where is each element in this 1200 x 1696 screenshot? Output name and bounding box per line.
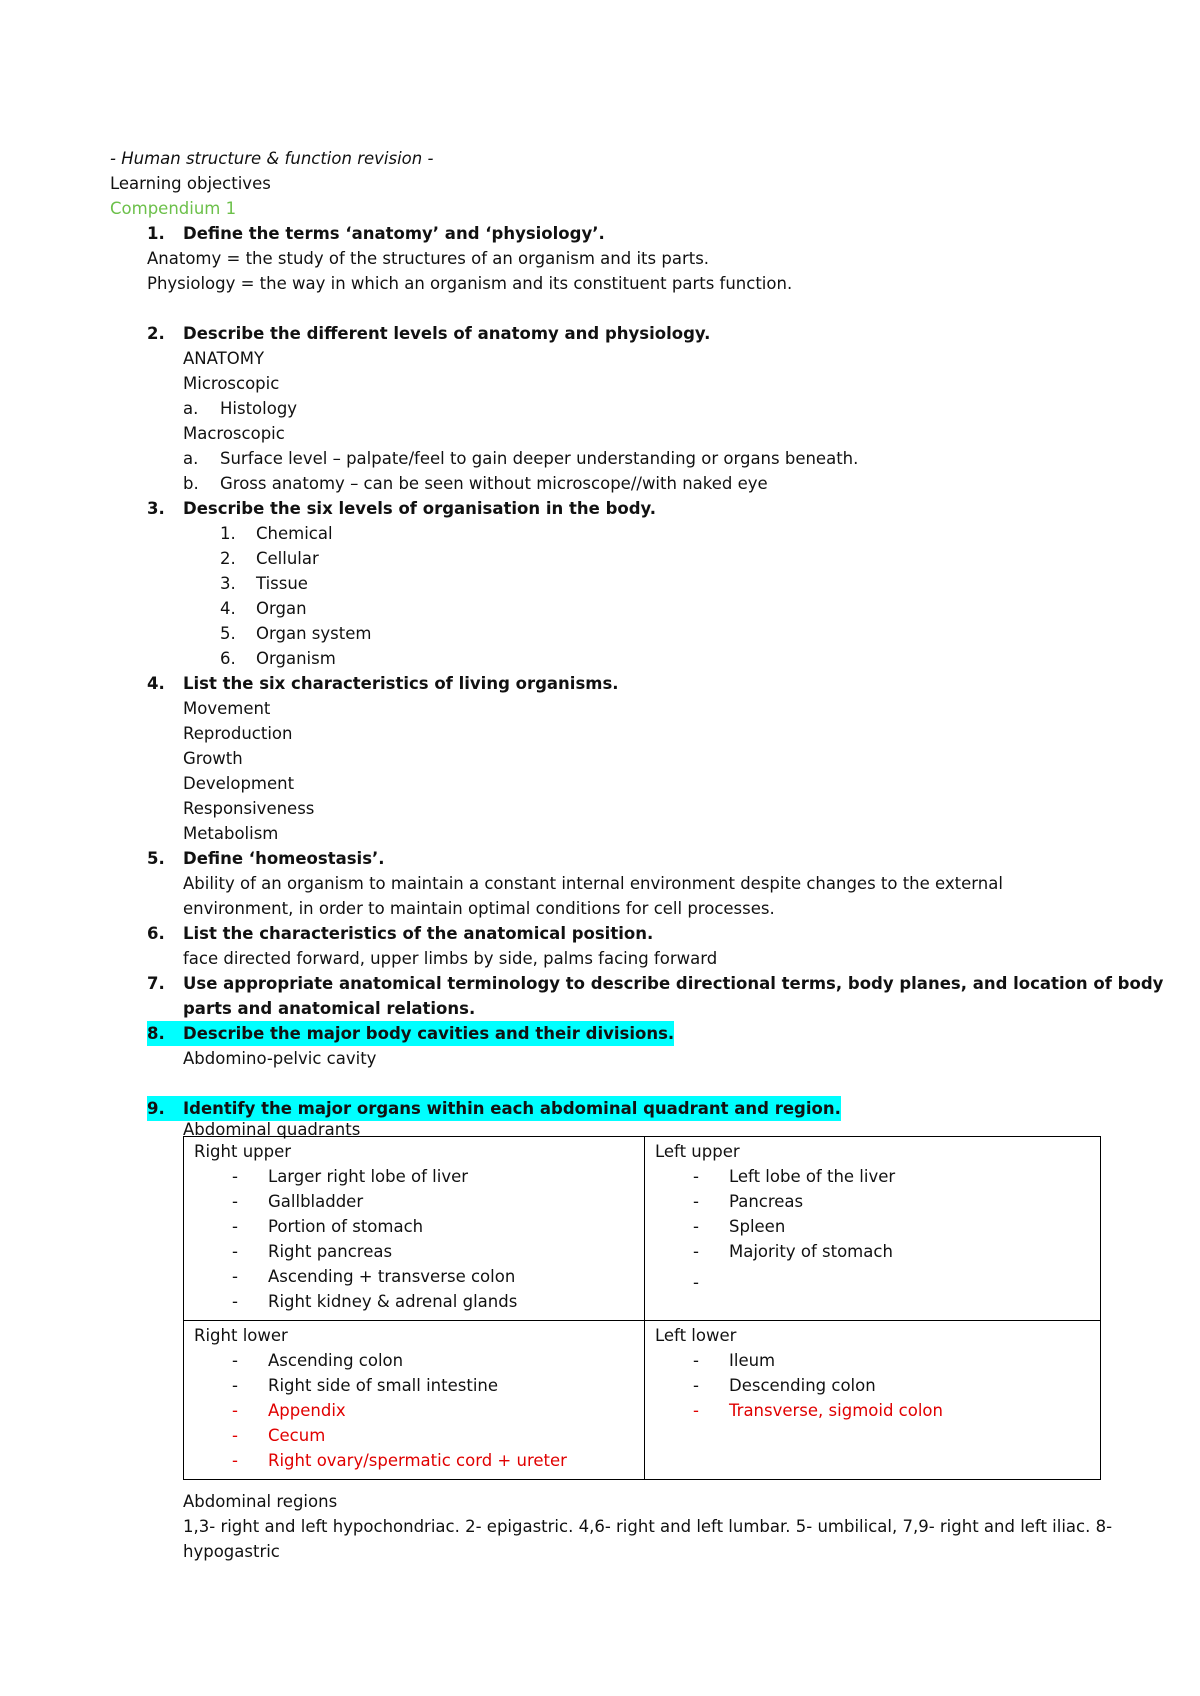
document-subtitle: Learning objectives [110,174,271,193]
table-row [184,1321,1101,1480]
abdominal-quadrants-table [183,1136,1101,1480]
answer-text: Abdomino-pelvic cavity [183,1049,377,1068]
list-item: Gross anatomy – can be seen without microscope//with naked eye [220,474,768,493]
list-item: - Ileum [693,1351,776,1370]
right-lower-cell [184,1321,645,1480]
characteristic-item: Responsiveness [183,799,315,818]
list-marker: 3. [220,574,236,593]
list-item: - Cecum [232,1426,326,1445]
answer-text: Anatomy = the study of the structures of an organism and its parts. [147,249,710,268]
list-item: Tissue [256,574,308,593]
right-upper-cell [184,1137,645,1321]
cell-title: Left upper [655,1142,740,1161]
microscopic-label: Microscopic [183,374,280,393]
list-item: Organism [256,649,336,668]
list-item: - Right side of small intestine [232,1376,499,1395]
question-number: 1. [147,224,165,243]
characteristic-item: Growth [183,749,243,768]
list-item: - Larger right lobe of liver [232,1167,469,1186]
document-title: - Human structure & function revision - [110,149,434,168]
quadrants-label: Abdominal quadrants [183,1120,361,1139]
regions-text: 1,3- right and left hypochondriac. 2- epigastric. 4,6- right and left lumbar. 5- umbilical, 7,9- right and left iliac. 8- [183,1517,1113,1536]
question-3: Describe the six levels of organisation in the body. [183,499,657,518]
cell-title: Right upper [194,1142,292,1161]
characteristic-item: Reproduction [183,724,293,743]
question-number: 7. [147,974,165,993]
cell-title: Left lower [655,1326,737,1345]
list-item: - Spleen [693,1217,786,1236]
question-number: 2. [147,324,165,343]
list-item: - Right ovary/spermatic cord + ureter [232,1451,567,1470]
list-marker: 1. [220,524,236,543]
question-7: Use appropriate anatomical terminology to describe directional terms, body planes, and location of body [183,974,1164,993]
list-item: - Gallbladder [232,1192,364,1211]
regions-label: Abdominal regions [183,1492,338,1511]
section-heading: Compendium 1 [110,199,237,218]
list-item: Organ system [256,624,372,643]
list-marker: 5. [220,624,236,643]
question-4: List the six characteristics of living organisms. [183,674,619,693]
list-marker: a. [183,449,199,468]
characteristic-item: Development [183,774,295,793]
question-1: Define the terms ‘anatomy’ and ‘physiology’. [183,224,605,243]
list-marker: 4. [220,599,236,618]
macroscopic-label: Macroscopic [183,424,285,443]
question-number: 4. [147,674,165,693]
list-item: - Ascending + transverse colon [232,1267,516,1286]
list-item: Cellular [256,549,319,568]
answer-text: Physiology = the way in which an organism and its constituent parts function. [147,274,793,293]
question-6: List the characteristics of the anatomical position. [183,924,654,943]
anatomy-heading: ANATOMY [183,349,265,368]
list-marker: a. [183,399,199,418]
characteristic-item: Movement [183,699,271,718]
characteristic-item: Metabolism [183,824,279,843]
list-item: - Pancreas [693,1192,804,1211]
list-item: - [693,1273,699,1292]
list-marker: b. [183,474,199,493]
list-item: - Transverse, sigmoid colon [693,1401,943,1420]
cell-title: Right lower [194,1326,288,1345]
question-9: Identify the major organs within each abdominal quadrant and region. [183,1096,841,1121]
list-item: - Descending colon [693,1376,876,1395]
answer-text: environment, in order to maintain optimal conditions for cell processes. [183,899,775,918]
question-number: 8. [147,1021,183,1046]
list-item: Histology [220,399,298,418]
question-7-continued: parts and anatomical relations. [183,999,476,1018]
list-marker: 6. [220,649,236,668]
answer-text: Ability of an organism to maintain a constant internal environment despite changes to the external [183,874,1003,893]
list-item: Chemical [256,524,333,543]
question-2: Describe the different levels of anatomy and physiology. [183,324,711,343]
list-marker: 2. [220,549,236,568]
question-5: Define ‘homeostasis’. [183,849,385,868]
left-lower-cell [645,1321,1101,1480]
question-number: 5. [147,849,165,868]
list-item: - Appendix [232,1401,346,1420]
question-8: Describe the major body cavities and their divisions. [183,1021,674,1046]
question-number: 3. [147,499,165,518]
table-row [184,1137,1101,1321]
list-item: - Left lobe of the liver [693,1167,896,1186]
regions-text-continued: hypogastric [183,1542,280,1561]
left-upper-cell [645,1137,1101,1321]
list-item: - Right kidney & adrenal glands [232,1292,518,1311]
list-item: - Ascending colon [232,1351,404,1370]
answer-text: face directed forward, upper limbs by side, palms facing forward [183,949,718,968]
list-item: - Right pancreas [232,1242,393,1261]
list-item: Surface level – palpate/feel to gain deeper understanding or organs beneath. [220,449,859,468]
list-item: Organ [256,599,307,618]
question-number: 9. [147,1096,183,1121]
question-number: 6. [147,924,165,943]
list-item: - Portion of stomach [232,1217,424,1236]
list-item: - Majority of stomach [693,1242,893,1261]
